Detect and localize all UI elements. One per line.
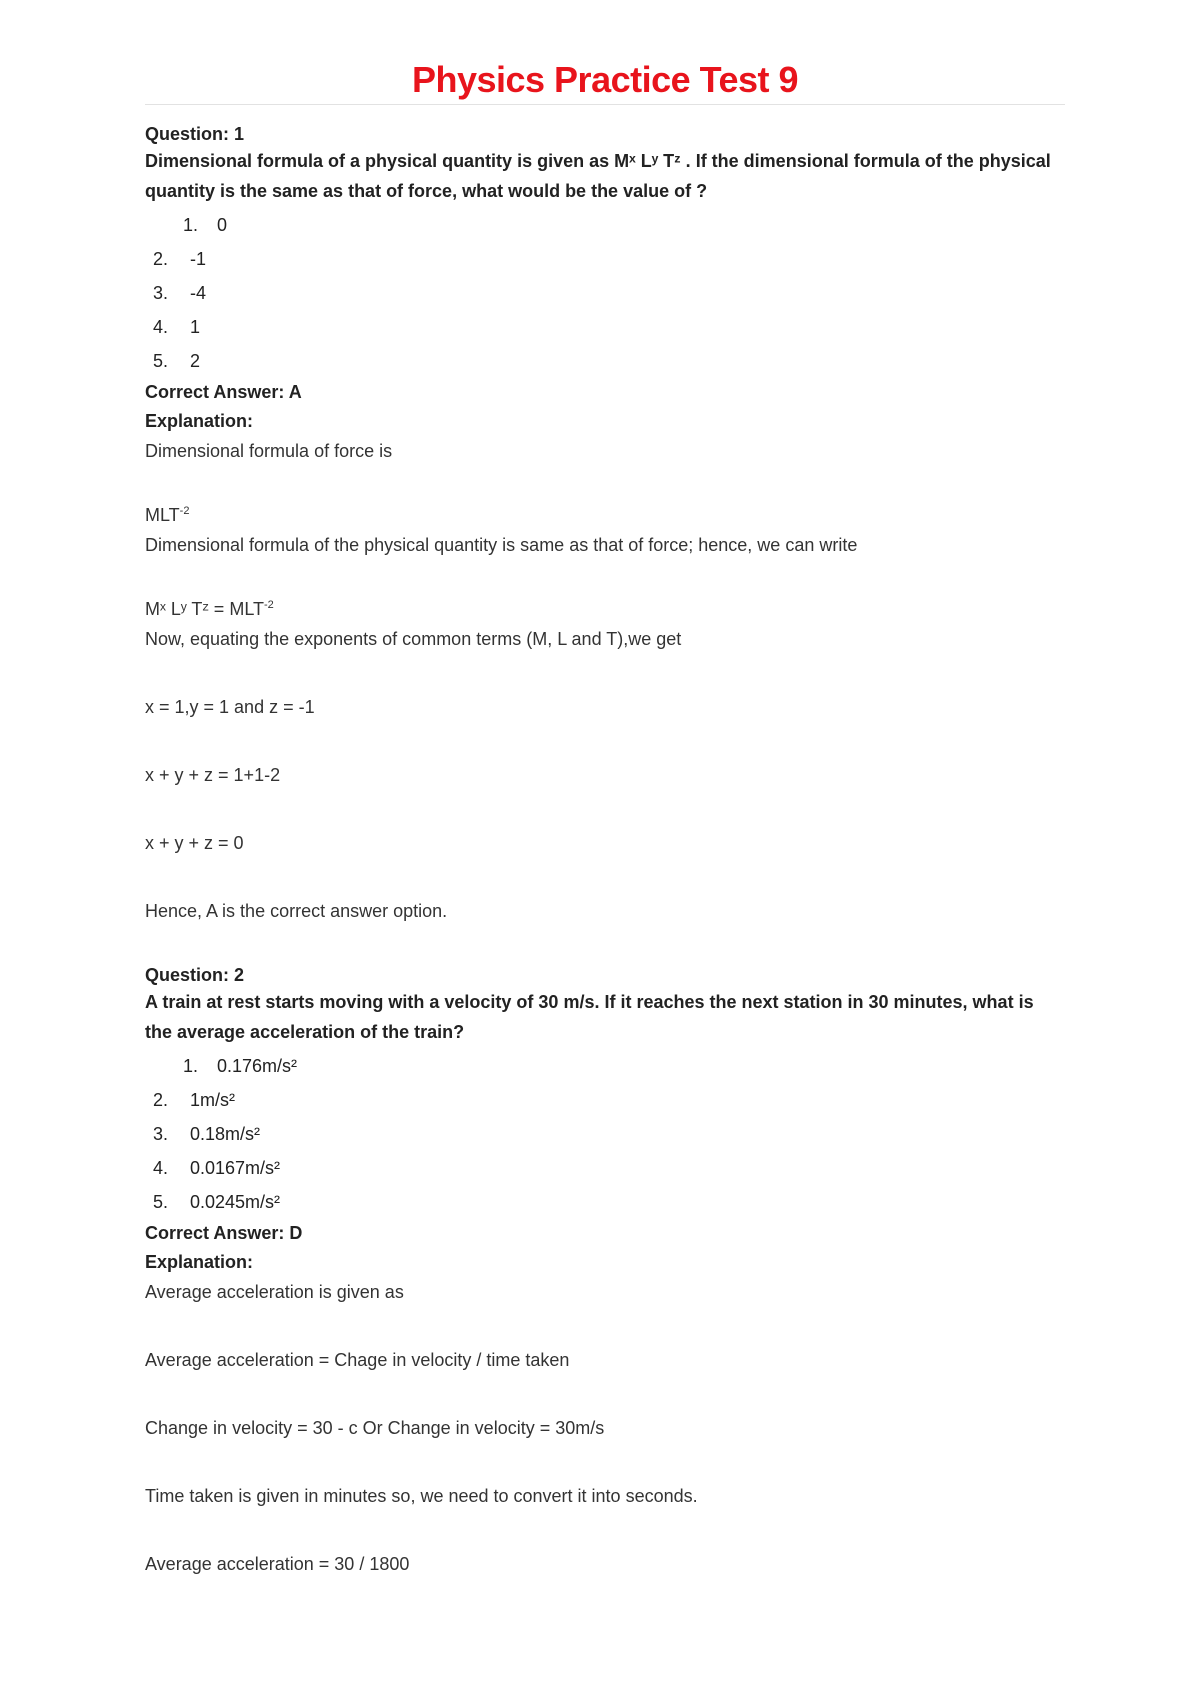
- correct-answer: Correct Answer: D: [145, 1223, 303, 1243]
- formula-line: $MLT^{-2}$: [145, 505, 190, 525]
- explanation-line: Dimensional formula of the physical quantity is same as that of force; hence, we can write: [145, 535, 858, 555]
- explanation-line: Average acceleration is given as: [145, 1282, 404, 1302]
- option-item: 5. 2: [153, 351, 201, 371]
- option-item: 5. 0.0245m/s²: [153, 1192, 281, 1212]
- option-item: 4. 1: [153, 317, 201, 337]
- option-item: 1. 0.176m/s²: [183, 1056, 298, 1076]
- question-2: [145, 963, 1065, 1579]
- explanation-line: Dimensional formula of force is: [145, 441, 393, 461]
- explanation-line: Change in velocity = 30 - c Or Change in velocity = 30m/s: [145, 1418, 605, 1438]
- question-number: Question: 1: [145, 124, 245, 144]
- explanation-line: Time taken is given in minutes so, we need to convert it into seconds.: [145, 1486, 698, 1506]
- formula-line: Mˣ Lʸ Tᶻ = $MLT^{-2}$: [145, 599, 274, 619]
- equation-line: x + y + z = 0: [145, 833, 244, 853]
- equation-line: x = 1,y = 1 and z = -1: [145, 697, 315, 717]
- explanation-label: Explanation:: [145, 411, 254, 431]
- title-divider: [145, 104, 1065, 105]
- explanation-line: Average acceleration = Chage in velocity / time taken: [145, 1350, 570, 1370]
- options-list: [145, 208, 1065, 378]
- question-1: [145, 122, 1065, 926]
- equation-line: x + y + z = 1+1-2: [145, 765, 281, 785]
- option-item: 3. 0.18m/s²: [153, 1124, 261, 1144]
- option-item: 2. -1: [153, 249, 207, 269]
- option-item: 3. -4: [153, 283, 207, 303]
- options-list: [145, 1049, 1065, 1219]
- page-title: Physics Practice Test 9: [411, 59, 799, 100]
- correct-answer: Correct Answer: A: [145, 382, 302, 402]
- explanation-line: Hence, A is the correct answer option.: [145, 901, 448, 921]
- explanation-line: Now, equating the exponents of common terms (M, L and T),we get: [145, 629, 682, 649]
- option-item: 2. 1m/s²: [153, 1090, 235, 1110]
- explanation-line: Average acceleration = 30 / 1800: [145, 1554, 410, 1574]
- option-item: 4. 0.0167m/s²: [153, 1158, 281, 1178]
- question-text: Dimensional formula of a physical quantity is given as Mˣ Lʸ Tᶻ . If the dimensional formula of the physical quantity is the same as that of force, what would be the value of ?: [145, 151, 1051, 201]
- explanation-label: Explanation:: [145, 1252, 254, 1272]
- question-text: A train at rest starts moving with a velocity of 30 m/s. If it reaches the next station in 30 minutes, what is the average acceleration of the train?: [145, 992, 1034, 1042]
- document-page: [145, 0, 1065, 1579]
- question-number: Question: 2: [145, 965, 245, 985]
- option-item: 1. 0: [183, 215, 228, 235]
